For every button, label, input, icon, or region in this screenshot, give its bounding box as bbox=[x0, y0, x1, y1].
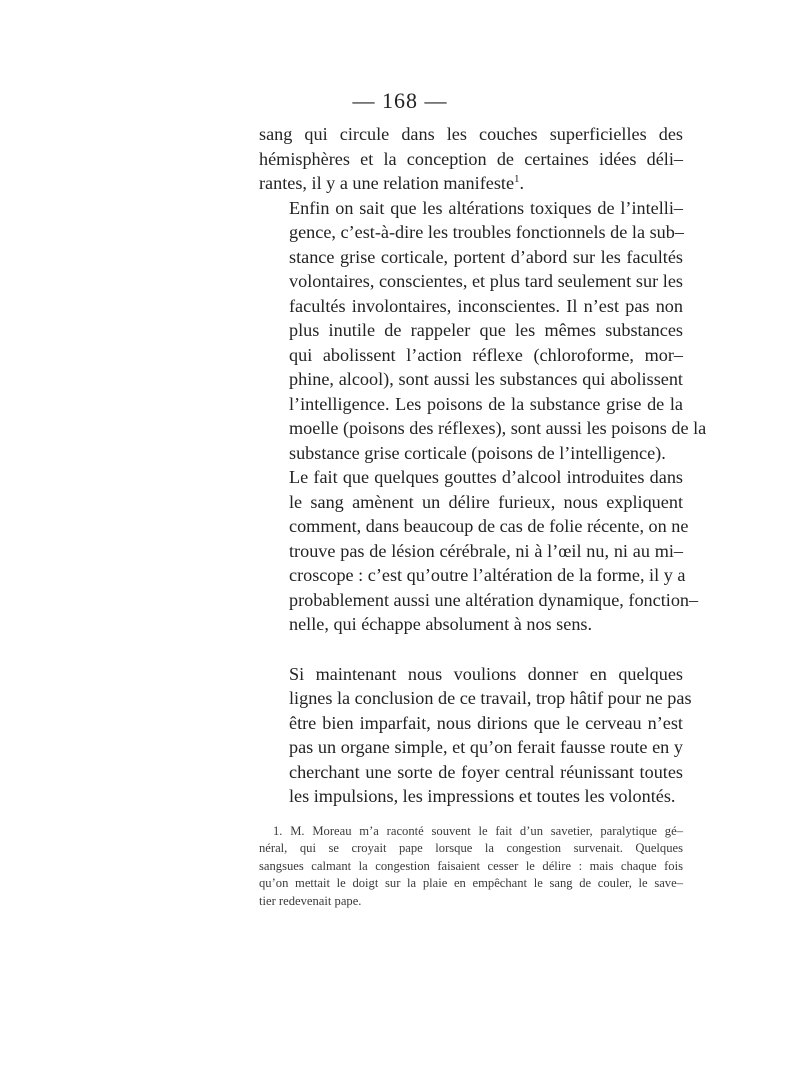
text-line: stance grise corticale, portent d’abord sur les facultés bbox=[289, 246, 683, 267]
footnote-line: 1. M. Moreau m’a raconté souvent le fait d’un savetier, paralytique gé– bbox=[273, 823, 683, 838]
text-line: sang qui circule dans les couches superficielles des bbox=[259, 124, 683, 144]
text-line: Si maintenant nous voulions donner en quelques bbox=[289, 663, 683, 684]
text-line: les impulsions, les impressions et toutes les volontés. bbox=[289, 786, 676, 806]
text-line: pas un organe simple, et qu’on ferait fausse route en y bbox=[289, 737, 683, 757]
text-line: moelle (poisons des réflexes), sont aussi les poisons de la bbox=[289, 418, 707, 438]
text-line: plus inutile de rappeler que les mêmes substances bbox=[289, 320, 683, 340]
text-line: cherchant une sorte de foyer central réunissant toutes bbox=[289, 761, 683, 782]
text-line: rantes, il y a une relation manifeste bbox=[259, 173, 515, 193]
text-line: volontaires, conscientes, et plus tard seulement sur les bbox=[289, 271, 683, 291]
text-line-with-footnote-ref bbox=[259, 171, 683, 196]
text-line: croscope : c’est qu’outre l’altération de la forme, il y a bbox=[289, 565, 686, 585]
text-line: l’intelligence. Les poisons de la substance grise de la bbox=[289, 393, 683, 414]
text-line: Enfin on sait que les altérations toxiques de l’intelli– bbox=[289, 197, 683, 218]
text-line: facultés involontaires, inconscientes. Il n’est pas non bbox=[289, 295, 683, 316]
paragraph-4 bbox=[259, 662, 692, 809]
paragraph-2 bbox=[259, 196, 707, 466]
text-line: trouve pas de lésion cérébrale, ni à l’œil nu, ni au mi– bbox=[289, 540, 683, 561]
body-text bbox=[259, 122, 707, 910]
paragraph-1 bbox=[259, 122, 683, 196]
footnote-line: sangsues calmant la congestion faisaient cesser le délire : mais chaque fois bbox=[259, 858, 683, 873]
punctuation: . bbox=[519, 173, 525, 193]
text-line: être bien imparfait, nous dirions que le cerveau n’est bbox=[289, 712, 683, 733]
text-line: probablement aussi une altération dynamique, fonction– bbox=[289, 589, 699, 610]
footnote-line: tier redevenait pape. bbox=[259, 893, 362, 908]
text-line: Le fait que quelques gouttes d’alcool introduites dans bbox=[289, 467, 683, 487]
text-line: substance grise corticale (poisons de l’intelligence). bbox=[289, 442, 666, 463]
text-line: gence, c’est-à-dire les troubles fonctionnels de la sub– bbox=[289, 222, 684, 242]
text-line: nelle, qui échappe absolument à nos sens. bbox=[289, 614, 593, 634]
text-line: comment, dans beaucoup de cas de folie récente, on ne bbox=[289, 516, 689, 536]
paragraph-3 bbox=[259, 465, 699, 637]
footnote-reference[interactable]: 1 bbox=[514, 172, 520, 185]
text-line: hémisphères et la conception de certaines idées déli– bbox=[259, 148, 683, 169]
footnote-line: néral, qui se croyait pape lorsque la congestion survenait. Quelques bbox=[259, 841, 683, 856]
text-line: qui abolissent l’action réflexe (chloroforme, mor– bbox=[289, 344, 683, 365]
page-number: — 168 — bbox=[352, 88, 448, 113]
text-line: lignes la conclusion de ce travail, trop hâtif pour ne pas bbox=[289, 688, 692, 708]
text-line: phine, alcool), sont aussi les substances qui abolissent bbox=[289, 369, 683, 389]
footnote-line: qu’on mettait le doigt sur la plaie en empêchant le sang de couler, le save– bbox=[259, 876, 683, 891]
footnote bbox=[259, 823, 683, 911]
text-line: le sang amènent un délire furieux, nous expliquent bbox=[289, 491, 683, 512]
